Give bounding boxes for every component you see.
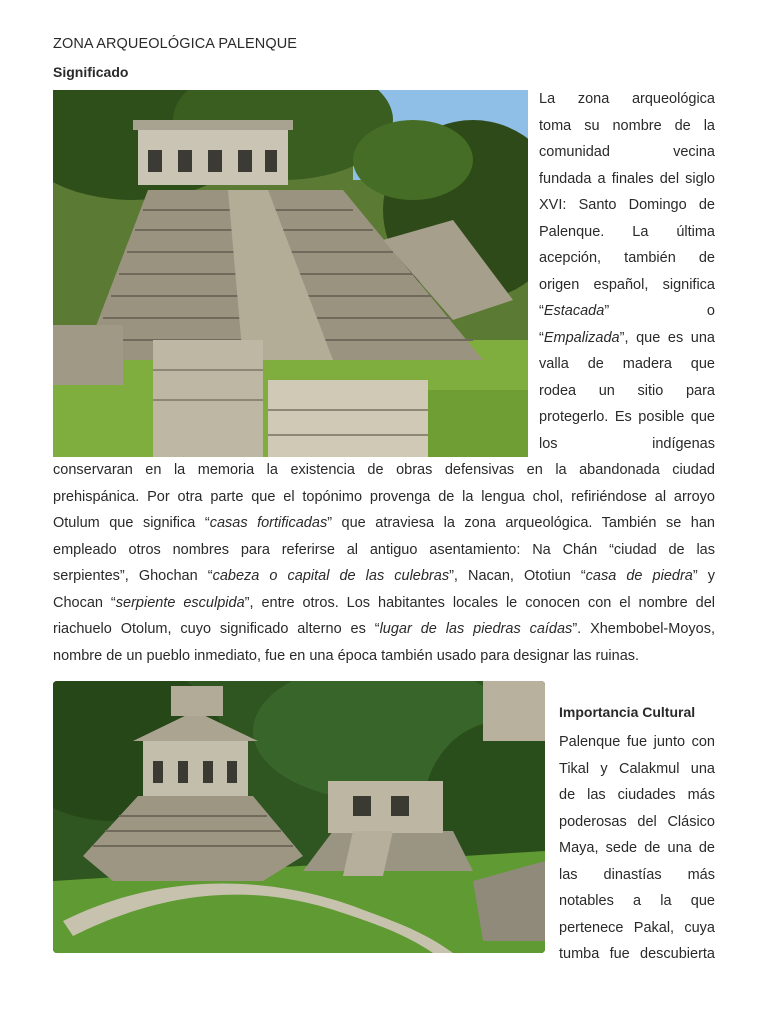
text-line: tumba fue descubierta [559, 946, 715, 962]
text-line: las dinastías más [559, 867, 715, 883]
text-line: nombre de un pueblo inmediato, fue en una época también usado para designar las ruinas. [53, 648, 640, 664]
text-line: Chocan “serpiente esculpida”, entre otros. Los habitantes locales le conocen con el nombre del [53, 595, 715, 611]
text-line: empleado otros nombres para referirse al antiguo asentamiento: Na Chán “ciudad de las [53, 542, 715, 558]
temple-inscriptions-photo [53, 90, 528, 457]
text-line: origen español, significa [539, 277, 715, 293]
text-line: acepción, también de [539, 250, 715, 266]
text-line: de las ciudades más [559, 787, 715, 803]
temple-group-photo [53, 681, 545, 953]
text-line: conservaran en la memoria la existencia de obras defensivas en la abandonada ciudad [53, 462, 715, 478]
text-line: prehispánica. Por otra parte que el topónimo provenga de la lengua chol, refiriéndose al arroyo [53, 489, 715, 505]
text-line: pertenece Pakal, cuya [559, 920, 715, 936]
text-line: Palenque. La última [539, 224, 715, 240]
text-line: XVI: Santo Domingo de [539, 197, 715, 213]
text-line: toma su nombre de la [539, 118, 715, 134]
text-line: Otulum que significa “casas fortificadas” que atraviesa la zona arqueológica. También se han [53, 515, 716, 531]
text-line: Tikal y Calakmul una [559, 761, 715, 777]
page-title: ZONA ARQUEOLÓGICA PALENQUE [53, 36, 298, 52]
text-line: riachuelo Otolum, cuyo significado alterno es “lugar de las piedras caídas”. Xhembobel-Moyos, [53, 621, 715, 637]
text-line: serpientes”, Ghochan “cabeza o capital de las culebras”, Nacan, Ototiun “casa de piedra” y [53, 568, 715, 584]
text-line: rodea un sitio para [539, 383, 715, 399]
text-line: La zona arqueológica [539, 91, 715, 107]
text-line: “Empalizada”, que es una [539, 330, 715, 346]
text-line: poderosas del Clásico [559, 814, 715, 830]
text-line: los indígenas [539, 436, 715, 452]
text-line: valla de madera que [539, 356, 715, 372]
text-line: fundada a finales del siglo [539, 171, 715, 187]
text-line: notables a la que [559, 893, 715, 909]
section-heading-importancia-cultural: Importancia Cultural [559, 704, 696, 720]
text-line: Maya, sede de una de [559, 840, 715, 856]
text-line: Palenque fue junto con [559, 734, 715, 750]
section-heading-significado: Significado [53, 64, 129, 80]
text-line: “Estacada” o [539, 303, 715, 319]
text-line: comunidad vecina [539, 144, 715, 160]
text-line: protegerlo. Es posible que [539, 409, 715, 425]
